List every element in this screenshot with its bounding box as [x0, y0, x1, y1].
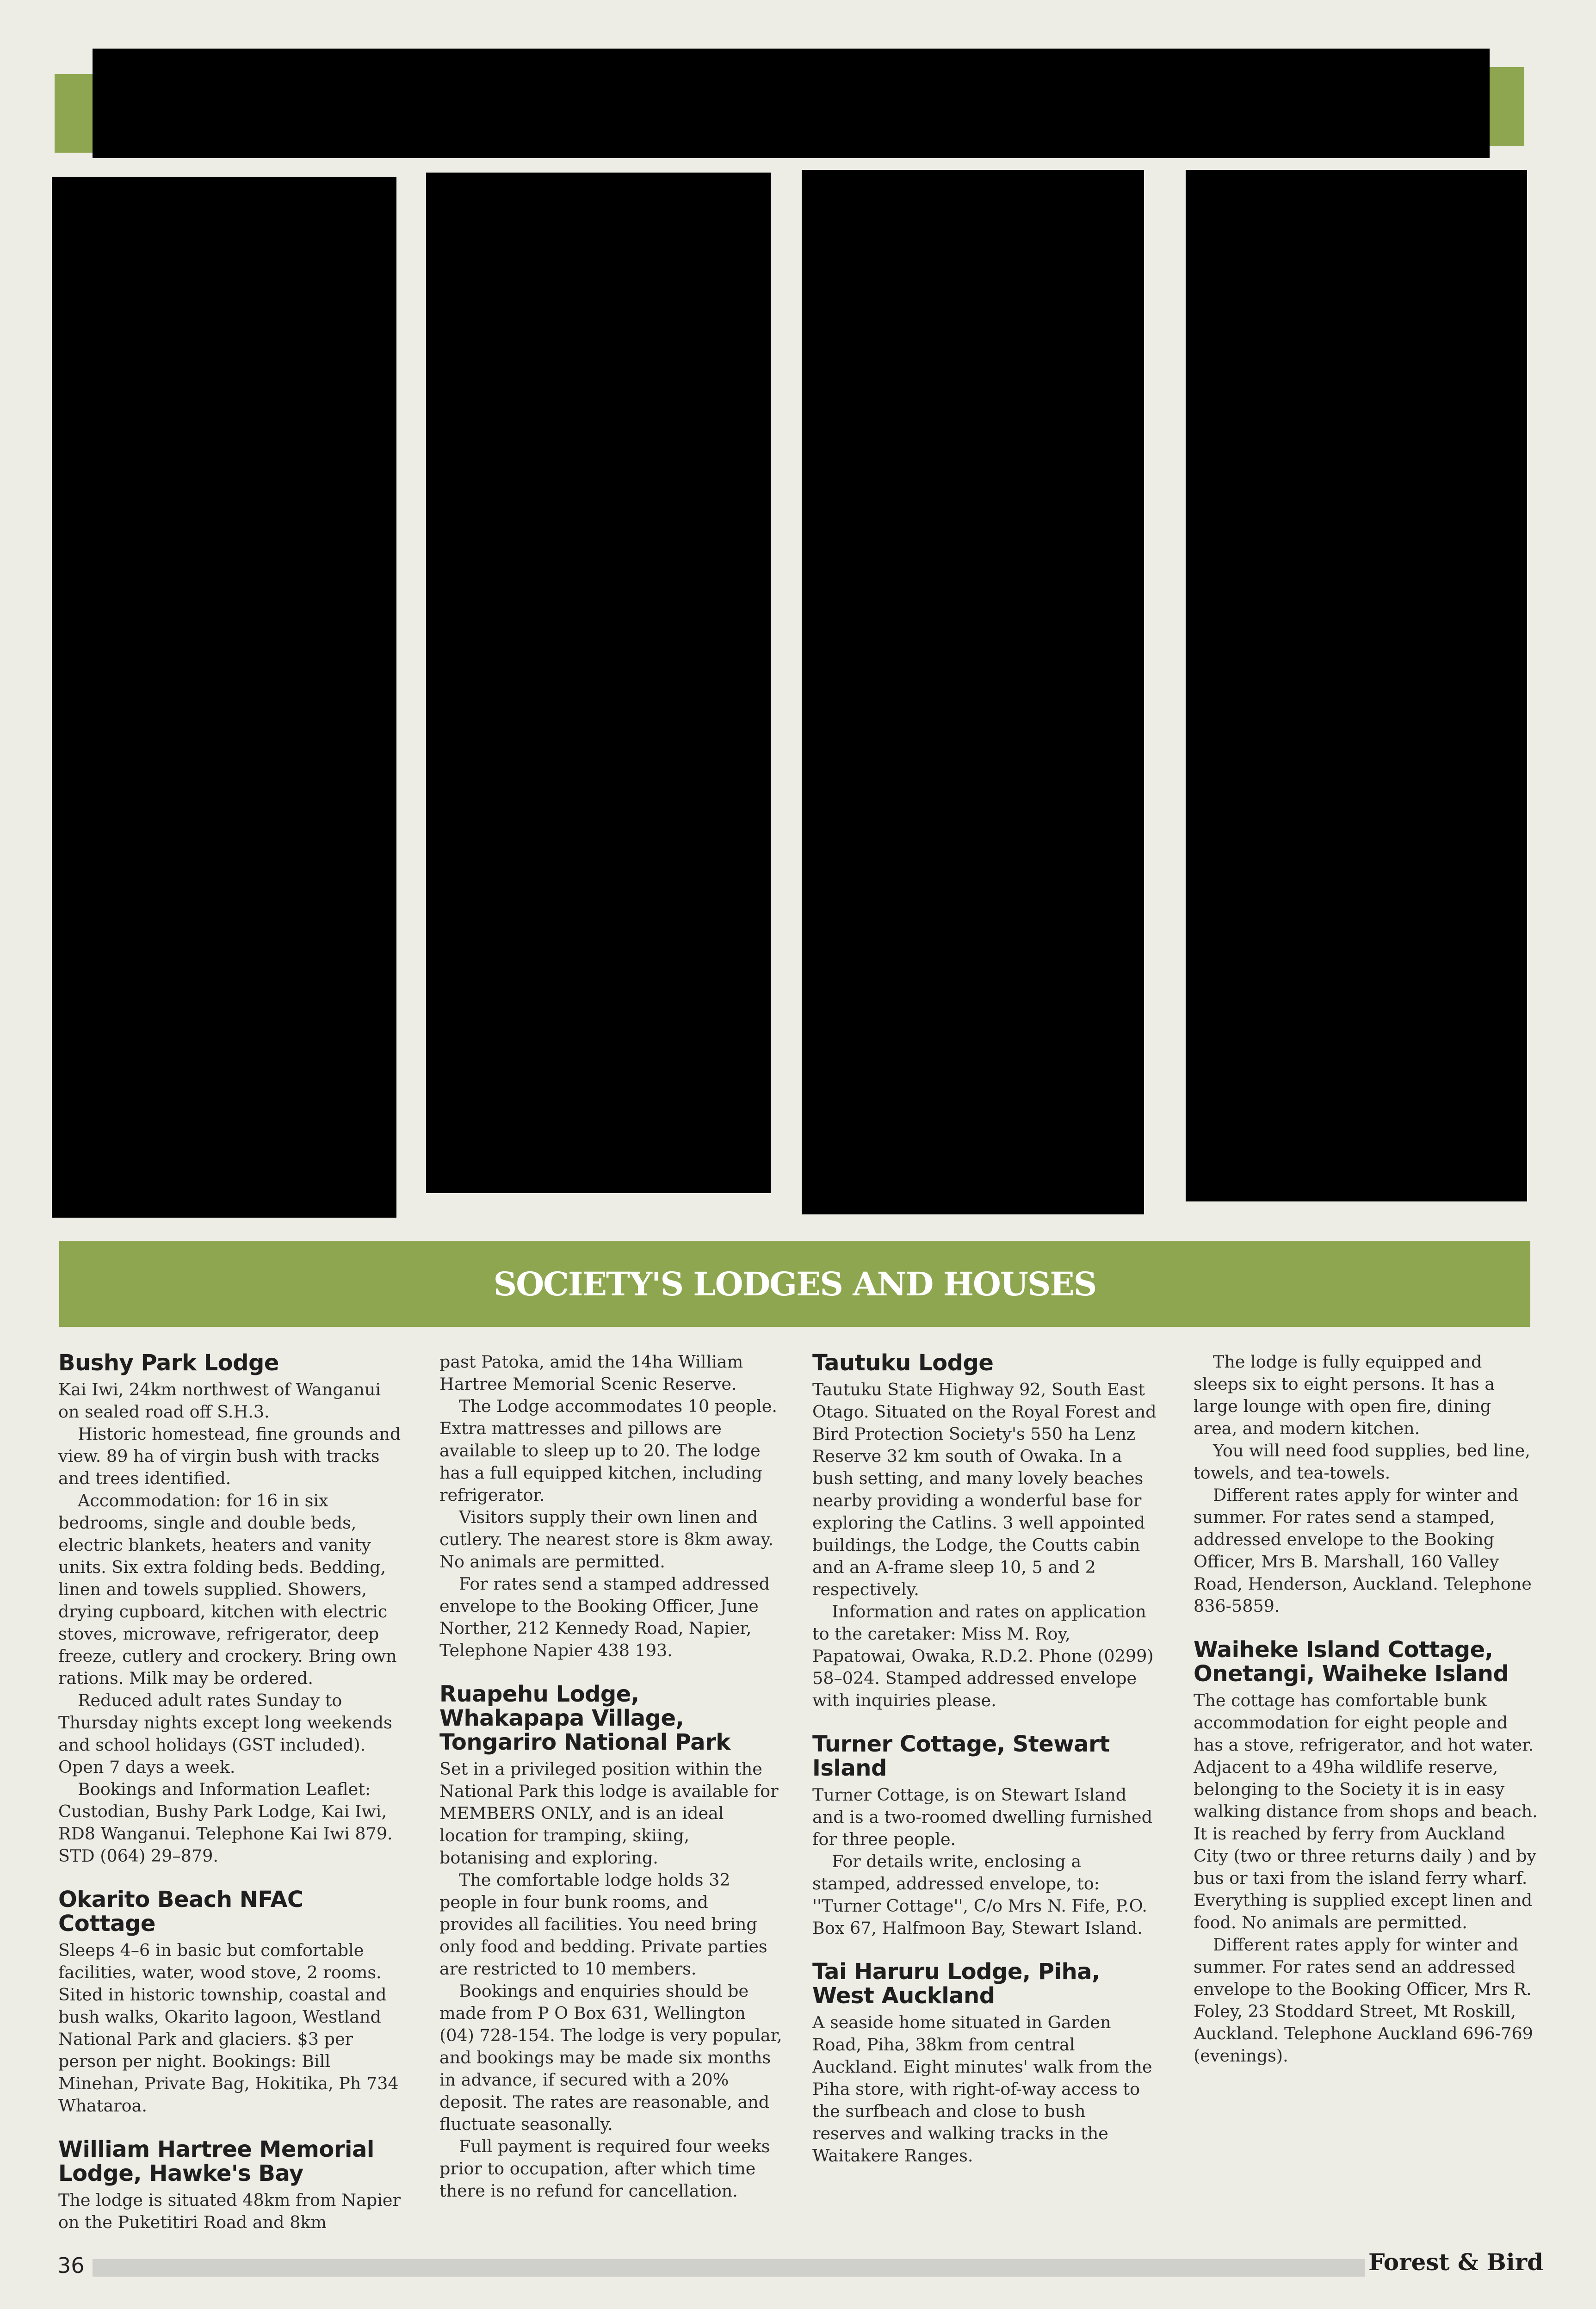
- section-title: SOCIETY'S LODGES AND HOUSES: [493, 1264, 1096, 1303]
- body-paragraph: Different rates apply for winter and summer. For rates send an addressed envelope to the Booking Officer, Mrs R. Foley, 23 Stoddard Street, Mt Roskill, Auckland. Telephone Auckland 696-769 (evenings).: [1194, 1935, 1533, 2066]
- body-paragraph: Reduced adult rates Sunday to Thursday nights except long weekends and school holidays (GST included). Open 7 days a week.: [58, 1690, 392, 1777]
- section-gap: [812, 1939, 1157, 1960]
- header-banner-redacted: [93, 49, 1490, 158]
- body-paragraph: Sleeps 4–6 in basic but comfortable facilities, water, wood stove, 2 rooms. Sited in historic township, coastal and bush walks, Okarito lagoon, Westland National Park and glaciers. $3 per person per night. Bookings: Bill Minehan, Private Bag, Hokitika, Ph 734 Whataroa.: [58, 1940, 399, 2116]
- body-paragraph: Set in a privileged position within the National Park this lodge is available for MEMBERS ONLY, and is an ideal location for tramping, skiing, botanising and exploring.: [439, 1759, 779, 1868]
- text-column-4: [1194, 1351, 1538, 2067]
- lodge-heading: Waiheke Island Cottage, Onetangi, Waiheke Island: [1194, 1637, 1509, 1687]
- body-paragraph: Information and rates on application to the caretaker: Miss M. Roy, Papatowai, Owaka, R.D.2. Phone (0299) 58–024. Stamped addressed envelope with inquiries please.: [812, 1602, 1154, 1710]
- photo-panel-3: [802, 170, 1144, 1214]
- publication-name: Forest & Bird: [1368, 2248, 1544, 2276]
- body-paragraph: The lodge is fully equipped and sleeps six to eight persons. It has a large lounge with open fire, dining area, and modern kitchen.: [1194, 1352, 1495, 1438]
- body-paragraph: For details write, enclosing a stamped, addressed envelope, to: ''Turner Cottage'', C/o Mrs N. Fife, P.O. Box 67, Halfmoon Bay, Stewart Island.: [812, 1851, 1147, 1938]
- body-paragraph: Kai Iwi, 24km northwest of Wanganui on sealed road off S.H.3.: [58, 1380, 381, 1422]
- body-paragraph: past Patoka, amid the 14ha William Hartree Memorial Scenic Reserve.: [439, 1352, 743, 1394]
- text-column-2: [439, 1351, 784, 2202]
- body-paragraph: The cottage has comfortable bunk accommodation for eight people and has a stove, refrigerator, and hot water. Adjacent to a 49ha wildlife reserve, belonging to the Society it is in easy walking distance from shops and beach. It is reached by ferry from Auckland City (two or three returns daily ) and by bus or taxi from the island ferry wharf. Everything is supplied except linen and food. No animals are permitted.: [1194, 1690, 1538, 1932]
- body-paragraph: The comfortable lodge holds 32 people in four bunk rooms, and provides all facilities. You need bring only food and bedding. Private parties are restricted to 10 members.: [439, 1870, 767, 1979]
- body-paragraph: A seaside home situated in Garden Road, Piha, 38km from central Auckland. Eight minutes' walk from the Piha store, with right-of-way access to the surfbeach and close to bush reserves and walking tracks in the Waitakere Ranges.: [812, 2012, 1152, 2166]
- section-gap: [58, 1867, 403, 1888]
- lodge-heading: Tautuku Lodge: [812, 1350, 994, 1376]
- body-paragraph: The Lodge accommodates 10 people. Extra mattresses and pillows are available to sleep up to 20. The lodge has a full equipped kitchen, including refrigerator.: [439, 1396, 777, 1505]
- body-paragraph: Turner Cottage, is on Stewart Island and is a two-roomed dwelling furnished for three people.: [812, 1785, 1152, 1849]
- text-column-3: [812, 1351, 1157, 2167]
- body-paragraph: Historic homestead, fine grounds and view. 89 ha of virgin bush with tracks and trees identified.: [58, 1424, 401, 1488]
- photo-panel-2: [426, 173, 771, 1193]
- body-paragraph: Visitors supply their own linen and cutlery. The nearest store is 8km away. No animals are permitted.: [439, 1507, 774, 1572]
- body-paragraph: You will need food supplies, bed line, towels, and tea-towels.: [1194, 1441, 1530, 1483]
- section-band: [59, 1241, 1530, 1327]
- lodge-heading: Turner Cottage, Stewart Island: [812, 1731, 1110, 1781]
- body-paragraph: The lodge is situated 48km from Napier on the Puketitiri Road and 8km: [58, 2190, 401, 2232]
- body-paragraph: Bookings and Information Leaflet: Custodian, Bushy Park Lodge, Kai Iwi, RD8 Wanganui. Telephone Kai Iwi 879. STD (064) 29–879.: [58, 1779, 393, 1866]
- body-paragraph: Tautuku State Highway 92, South East Otago. Situated on the Royal Forest and Bird Protection Society's 550 ha Lenz Reserve 32 km south of Owaka. In a bush setting, and many lovely beaches nearby providing a wonderful base for exploring the Catlins. 3 well appointed buildings, the Lodge, the Coutts cabin and an A-frame sleep 10, 5 and 2 respectively.: [812, 1380, 1157, 1599]
- lodge-heading: Tai Haruru Lodge, Piha, West Auckland: [812, 1959, 1100, 2009]
- section-gap: [58, 2117, 403, 2137]
- lodge-heading: Ruapehu Lodge, Whakapapa Village, Tongariro National Park: [439, 1681, 730, 1755]
- photo-panel-4: [1186, 170, 1527, 1201]
- body-paragraph: Bookings and enquiries should be made from P O Box 631, Wellington (04) 728-154. The lodge is very popular, and bookings may be made six months in advance, if secured with a 20% deposit. The rates are reasonable, and fluctuate seasonally.: [439, 1981, 782, 2134]
- footer-rule: [93, 2259, 1365, 2277]
- section-gap: [439, 1662, 784, 1682]
- section-gap: [812, 1712, 1157, 1732]
- body-paragraph: Full payment is required four weeks prior to occupation, after which time there is no refund for cancellation.: [439, 2136, 770, 2201]
- page-number: 36: [57, 2253, 85, 2278]
- photo-panel-1: [52, 177, 396, 1218]
- body-paragraph: For rates send a stamped addressed envelope to the Booking Officer, June Norther, 212 Kennedy Road, Napier, Telephone Napier 438 193.: [439, 1574, 770, 1660]
- text-column-1: [58, 1351, 403, 2234]
- lodge-heading: Okarito Beach NFAC Cottage: [58, 1887, 303, 1937]
- lodge-heading: Bushy Park Lodge: [58, 1350, 279, 1376]
- lodge-heading: William Hartree Memorial Lodge, Hawke's Bay: [58, 2136, 374, 2186]
- body-paragraph: Accommodation: for 16 in six bedrooms, single and double beds, electric blankets, heaters and vanity units. Six extra folding beds. Bedding, linen and towels supplied. Showers, drying cupboard, kitchen with electric stoves, microwave, refrigerator, deep freeze, cutlery and crockery. Bring own rations. Milk may be ordered.: [58, 1491, 397, 1688]
- section-gap: [1194, 1617, 1538, 1638]
- body-paragraph: Different rates apply for winter and summer. For rates send a stamped, addressed envelope to the Booking Officer, Mrs B. Marshall, 160 Valley Road, Henderson, Auckland. Telephone 836-5859.: [1194, 1485, 1532, 1616]
